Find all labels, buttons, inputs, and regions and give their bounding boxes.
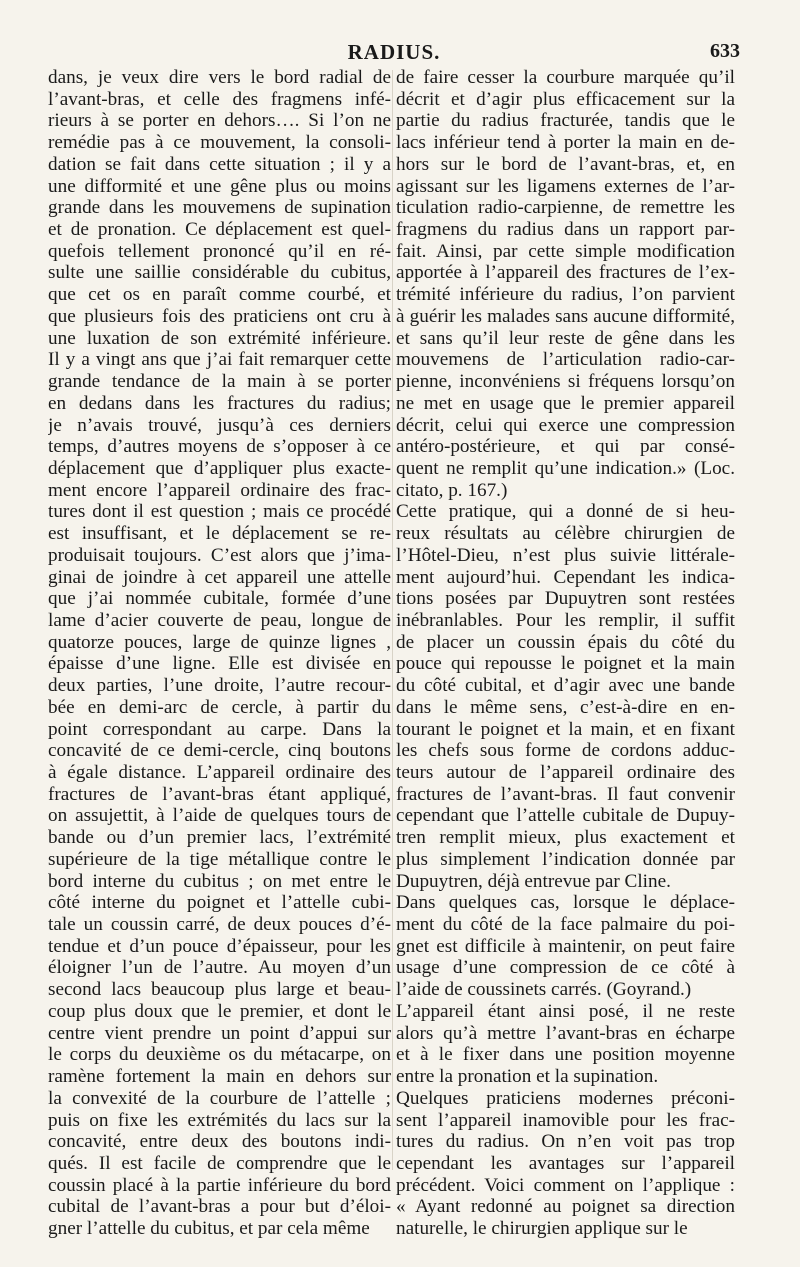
text-line: on assujettit, à l’aide de quelques tours de [48, 805, 391, 827]
text-line: produisait toujours. C’est alors que j’ima- [48, 544, 391, 566]
text-line: cubital de l’avant-bras a pour but d’éloi- [48, 1196, 391, 1218]
text-line: gnet est difficile à maintenir, on peut faire [396, 935, 735, 957]
text-line: précédent. Voici comment on l’applique : [396, 1174, 735, 1196]
text-line: rieurs à se porter en dehors…. Si l’on ne [48, 110, 391, 132]
text-line: coussin placé à la partie inférieure du bord [48, 1174, 391, 1196]
running-title: RADIUS. [347, 40, 441, 64]
text-line: mouvemens de l’articulation radio-car- [396, 349, 735, 371]
text-line: deux parties, l’une droite, l’autre recour- [48, 675, 391, 697]
text-line: puis on fixe les extrémités du lacs sur la [48, 1109, 391, 1131]
text-line: Il y a vingt ans que j’ai fait remarquer cette [48, 349, 391, 371]
text-line: en dedans dans les fractures du radius; [48, 392, 391, 414]
text-line: citato, p. 167.) [396, 479, 508, 501]
text-line: agissant sur les ligamens externes de l’ar- [396, 175, 735, 197]
text-line: lame d’acier couverte de peau, longue de [48, 609, 391, 631]
text-line: inébranlables. Pour les remplir, il suffit [396, 609, 735, 631]
text-line: point correspondant au carpe. Dans la [48, 718, 391, 740]
text-line: trémité inférieure du radius, l’on parvient [396, 284, 735, 306]
text-line: quefois tellement prononcé qu’il en ré- [48, 240, 391, 262]
text-line: sulte une saillie considérable du cubitus, [48, 262, 391, 284]
text-line: déplacement que d’appliquer plus exacte- [48, 457, 391, 479]
text-line: quatorze pouces, large de quinze lignes , [48, 631, 391, 653]
text-line: une luxation de son extrémité inférieure. [48, 327, 391, 349]
right-column [396, 67, 735, 1240]
text-line: « Ayant redonné au poignet sa direction [396, 1196, 735, 1218]
text-line: l’avant-bras, et celle des fragmens infé- [48, 88, 391, 110]
text-line: ment aujourd’hui. Cependant les indica- [396, 566, 735, 588]
text-line: du côté cubital, et d’agir avec une bande [396, 675, 735, 697]
text-line: tions posées par Dupuytren sont restées [396, 588, 735, 610]
text-line: Cette pratique, qui a donné de si heu- [396, 501, 735, 523]
text-line: Dupuytren, déjà entrevue par Cline. [396, 870, 671, 892]
text-line: gner l’attelle du cubitus, et par cela même [48, 1218, 370, 1240]
text-line: et sans qu’il leur reste de gêne dans les [396, 327, 735, 349]
text-line: décrit, celui qui exerce une compression [396, 414, 735, 436]
text-line: ramène fortement la main en dehors sur [48, 1066, 391, 1088]
text-line: coup plus doux que le premier, et dont le [48, 1000, 391, 1022]
text-line: pienne, inconvéniens si fréquens lorsqu’on [396, 371, 735, 393]
text-line: la convexité de la courbure de l’attelle ; [48, 1087, 391, 1109]
text-line: ginai de joindre à cet appareil une attelle [48, 566, 391, 588]
text-line: qués. Il est facile de comprendre que le [48, 1152, 391, 1174]
text-line: côté interne du poignet et l’attelle cubi- [48, 892, 391, 914]
text-line: et de pronation. Ce déplacement est quel- [48, 219, 391, 241]
text-line: fragmens du radius dans un rapport par- [396, 219, 735, 241]
page-number: 633 [710, 40, 740, 62]
text-line: remédie pas à ce mouvement, la consoli- [48, 132, 391, 154]
text-line: reux résultats au célèbre chirurgien de [396, 523, 735, 545]
text-line: que j’ai nommée cubitale, formée d’une [48, 588, 391, 610]
text-line: dans le même sens, c’est-à-dire en en- [396, 696, 735, 718]
text-line: tourant le poignet et la main, et en fixant [396, 718, 735, 740]
text-line: tures dont il est question ; mais ce procédé [48, 501, 391, 523]
column-gutter [392, 70, 393, 1170]
text-line: ment du côté de la face palmaire du poi- [396, 914, 735, 936]
text-line: tale un coussin carré, de deux pouces d’é- [48, 914, 391, 936]
text-line: quent ne remplit qu’une indication.» (Loc. [396, 457, 735, 479]
text-line: à égale distance. L’appareil ordinaire des [48, 762, 391, 783]
text-line: éloigner l’un de l’autre. Au moyen d’un [48, 957, 391, 979]
text-line: de faire cesser la courbure marquée qu’il [396, 67, 735, 88]
text-line: antéro-postérieure, et qui par consé- [396, 436, 735, 458]
text-line: décrit et d’agir plus efficacement sur la [396, 88, 735, 110]
text-line: hors sur le bord de l’avant-bras, et, en [396, 153, 735, 175]
text-line: et à le fixer dans une position moyenne [396, 1044, 735, 1066]
text-line: supérieure de la tige métallique contre le [48, 848, 391, 870]
text-line: une difformité et une gêne plus ou moins [48, 175, 391, 197]
text-line: concavité de ce demi-cercle, cinq boutons [48, 740, 391, 762]
text-line: entre la pronation et la supination. [396, 1066, 659, 1088]
text-line: temps, d’autres moyens de s’opposer à ce [48, 436, 391, 458]
text-line: lacs inférieur tend à porter la main en de- [396, 132, 735, 154]
text-line: de placer un coussin épais du côté du [396, 631, 735, 653]
text-line: les chefs sous forme de cordons adduc- [396, 740, 735, 762]
text-line: pouce qui repousse le poignet et la main [396, 653, 735, 675]
text-line: bord interne du cubitus ; on met entre le [48, 870, 391, 892]
text-line: fait. Ainsi, par cette simple modification [396, 240, 735, 262]
text-line: tren remplit mieux, plus exactement et [396, 827, 735, 849]
text-line: tures du radius. On n’en voit pas trop [396, 1131, 735, 1153]
text-line: je n’avais trouvé, jusqu’à ces derniers [48, 414, 391, 436]
text-line: l’Hôtel-Dieu, n’est plus suivie littérale- [396, 544, 735, 566]
text-line: cependant les avantages sur l’appareil [396, 1152, 735, 1174]
text-line: grande dans les mouvemens de supination [48, 197, 391, 219]
text-line: tendue et d’un pouce d’épaisseur, pour les [48, 935, 391, 957]
left-column [48, 67, 391, 1240]
text-line: centre vient prendre un point d’appui sur [48, 1022, 391, 1044]
text-line: à guérir les malades sans aucune difformité, [396, 305, 735, 327]
text-line: teurs autour de l’appareil ordinaire des [396, 762, 735, 783]
text-line: bande ou d’un premier lacs, l’extrémité [48, 827, 391, 849]
text-line: bée en demi-arc de cercle, à partir du [48, 696, 391, 718]
text-line: ne met en usage que le premier appareil [396, 392, 735, 414]
text-line: que plusieurs fois des praticiens ont cru à [48, 305, 391, 327]
text-line: concavité, entre deux des boutons indi- [48, 1131, 391, 1153]
text-line: cependant que l’attelle cubitale de Dupuy- [396, 805, 735, 827]
text-line: l’aide de coussinets carrés. (Goyrand.) [396, 979, 692, 1001]
text-line: Dans quelques cas, lorsque le déplace- [396, 892, 735, 914]
text-line: apportée à l’appareil des fractures de l’ex- [396, 262, 735, 284]
text-line: est insuffisant, et le déplacement se re- [48, 523, 391, 545]
text-line: dans, je veux dire vers le bord radial de [48, 67, 391, 88]
text-line: partie du radius fracturée, tandis que le [396, 110, 735, 132]
text-line: ment encore l’appareil ordinaire des frac- [48, 479, 391, 501]
text-line: second lacs beaucoup plus large et beau- [48, 979, 391, 1001]
text-line: sent l’appareil inamovible pour les frac- [396, 1109, 735, 1131]
text-line: grande tendance de la main à se porter [48, 371, 391, 393]
text-line: le corps du deuxième os du métacarpe, on [48, 1044, 391, 1066]
text-line: fractures de l’avant-bras. Il faut convenir [396, 783, 735, 805]
running-head [48, 40, 740, 68]
text-line: naturelle, le chirurgien applique sur le [396, 1218, 688, 1240]
text-line: usage d’une compression de ce côté à [396, 957, 735, 979]
text-line: épaisse d’une ligne. Elle est divisée en [48, 653, 391, 675]
text-line: que cet os en paraît comme courbé, et [48, 284, 391, 306]
text-line: Quelques praticiens modernes préconi- [396, 1087, 735, 1109]
text-line: plus simplement l’indication donnée par [396, 848, 735, 870]
text-line: ticulation radio-carpienne, de remettre les [396, 197, 735, 219]
text-line: dation se fait dans cette situation ; il y a [48, 153, 391, 175]
text-line: fractures de l’avant-bras étant appliqué, [48, 783, 391, 805]
text-line: L’appareil étant ainsi posé, il ne reste [396, 1000, 735, 1022]
text-line: alors qu’à mettre l’avant-bras en écharpe [396, 1022, 735, 1044]
